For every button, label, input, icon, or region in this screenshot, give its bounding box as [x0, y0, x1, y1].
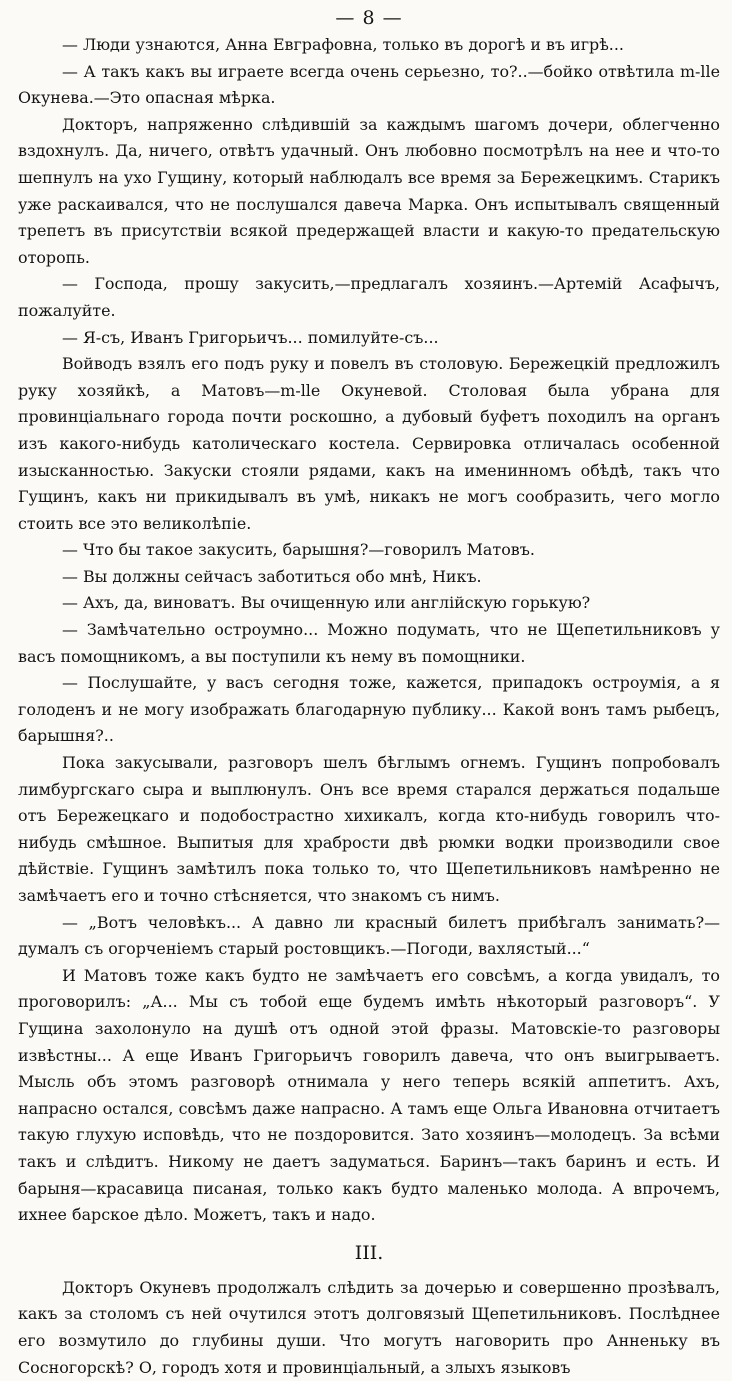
paragraph: — „Вотъ человѣкъ... А давно ли красный билетъ прибѣгалъ занимать?—думалъ съ огорченіемъ старый ростовщикъ.—Погоди, вахлястый...“ [18, 912, 720, 959]
paragraph: И Матовъ тоже какъ будто не замѣчаетъ его совсѣмъ, а когда увидалъ, то проговорилъ: „А... Мы съ тобой еще будемъ имѣть нѣкоторый разговоръ“. У Гущина захолонуло на душѣ отъ одной этой фразы. Матовскіе-то разговоры извѣстны... А еще Иванъ Григорьичъ говорилъ давеча, что онъ выигрываетъ. Мысль объ этомъ разговорѣ отнимала у него теперь всякій аппетитъ. Ахъ, напрасно остался, совсѣмъ даже напрасно. А тамъ еще Ольга Ивановна отчитаетъ такую глухую исповѣдь, что не поздоровится. Зато хозяинъ—молодецъ. За всѣми такъ и слѣдитъ. Никому не даетъ задуматься. Баринъ—такъ баринъ и есть. И барыня—красавица писаная, только какъ будто маленько молода. А впрочемъ, ихнее барское дѣло. Можетъ, такъ и надо. [18, 965, 720, 1225]
body-text [18, 32, 720, 1381]
paragraph: — Что бы такое закусить, барышня?—говорилъ Матовъ. [62, 540, 535, 560]
paragraph: — А такъ какъ вы играете всегда очень серьезно, то?..—бойко отвѣтила m-lle Окунева.—Это опасная мѣрка. [18, 61, 720, 108]
paragraph: — Господа, прошу закусить,—предлагалъ хозяинъ.—Артемій Асафычъ, пожалуйте. [18, 274, 720, 320]
paragraph: — Люди узнаются, Анна Евграфовна, только въ дорогѣ и въ игрѣ... [62, 35, 624, 54]
paragraph: Докторъ Окуневъ продолжалъ слѣдить за дочерью и совершенно прозѣвалъ, какъ за столомъ съ ней очутился этотъ долговязый Щепетильниковъ. Послѣднее его возмутило до глубины души. Что могутъ наговорить про Анненьку въ Сосногорскѣ? О, городъ хотя и провинціальный, а злыхъ языковъ [18, 1277, 720, 1377]
paragraph: — Послушайте, у васъ сегодня тоже, кажется, припадокъ остроумія, а я голоденъ и не могу изображать благодарную публику... Какой вонъ тамъ рыбецъ, барышня?.. [18, 673, 720, 746]
chapter-heading: III. [354, 1241, 384, 1264]
paragraph: — Вы должны сейчасъ заботиться обо мнѣ, Никъ. [62, 566, 482, 586]
paragraph: — Замѣчательно остроумно... Можно подумать, что не Щепетильниковъ у васъ помощникомъ, а вы поступили къ нему въ помощники. [18, 620, 720, 666]
page-number: — 8 — [335, 7, 403, 29]
paragraph: — Я-съ, Иванъ Григорьичъ... помилуйте-съ... [62, 327, 439, 347]
paragraph: — Ахъ, да, виноватъ. Вы очищенную или англійскую горькую? [62, 593, 591, 613]
paragraph: Пока закусывали, разговоръ шелъ бѣглымъ огнемъ. Гущинъ попробовалъ лимбургскаго сыра и выплюнулъ. Онъ все время старался держаться подальше отъ Бережецкаго и подобострастно хихикалъ, когда кто-нибудь говорилъ что-нибудь смѣшное. Выпитыя для храбрости двѣ рюмки водки производили свое дѣйствіе. Гущинъ замѣтилъ пока только то, что Щепетильниковъ намѣренно не замѣчаетъ его и точно стѣсняется, что знакомъ съ нимъ. [18, 753, 720, 905]
paragraph: Докторъ, напряженно слѣдившій за каждымъ шагомъ дочери, облегченно вздохнулъ. Да, ничего, отвѣтъ удачный. Онъ любовно посмотрѣлъ на нее и что-то шепнулъ на ухо Гущину, который наблюдалъ все время за Бережецкимъ. Старикъ уже раскаивался, что не послушался давеча Марка. Онъ испытывалъ священный трепетъ въ присутствіи всякой предержащей власти и какую-то предательскую оторопь. [18, 114, 720, 267]
paragraph: Войводъ взялъ его подъ руку и повелъ въ столовую. Бережецкій предложилъ руку хозяйкѣ, а Матовъ—m-lle Окуневой. Столовая была убрана для провинціальнаго города почти роскошно, а дубовый буфетъ походилъ на органъ изъ какого-нибудь католическаго костела. Сервировка отличалась особенной изысканностью. Закуски стояли рядами, какъ на именинномъ обѣдѣ, такъ что Гущинъ, какъ ни прикидывалъ въ умѣ, никакъ не могъ сообразить, чего могло стоить все это великолѣпіе. [18, 354, 720, 533]
